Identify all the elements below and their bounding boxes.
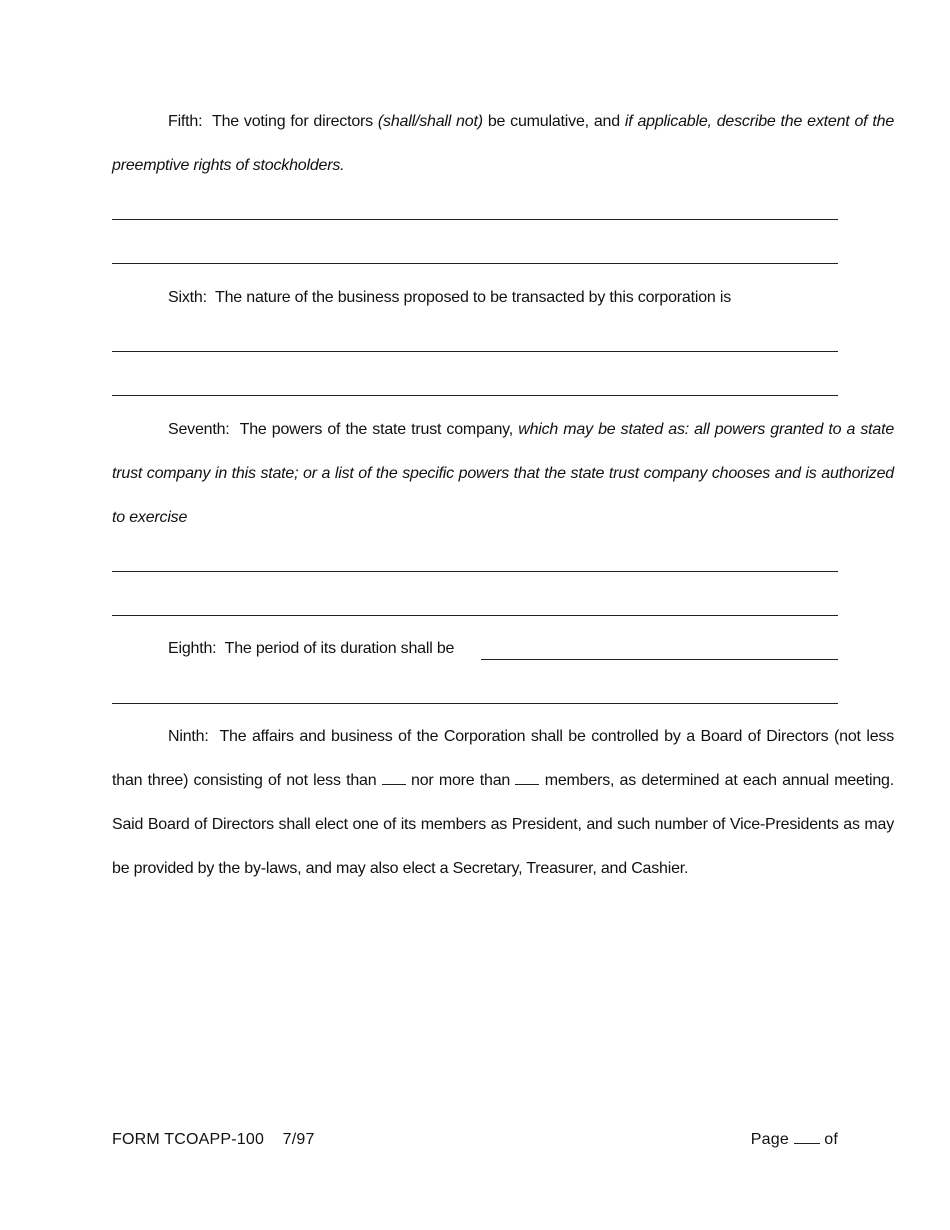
ninth-text-c: members, as determined at each annual meeting. Said Board of Directors shall elect one of its members as President, and such number of Vice-Presidents as may be provided by the by-laws, and may also elect a Secretary, Treasurer, and Cashier. <box>112 772 894 877</box>
seventh-answer-line-2[interactable] <box>112 615 838 616</box>
max-directors-blank[interactable] <box>515 770 539 785</box>
form-id: FORM TCOAPP-100 <box>112 1131 265 1148</box>
seventh-heading: Seventh: <box>168 421 230 438</box>
page-number-blank[interactable] <box>794 1129 820 1144</box>
eighth-text: The period of its duration shall be <box>224 640 455 657</box>
min-directors-blank[interactable] <box>382 770 406 785</box>
form-date: 7/97 <box>282 1131 315 1148</box>
sixth-answer-line-2[interactable] <box>112 395 838 396</box>
of-label: of <box>824 1131 838 1148</box>
fifth-italic-a: (shall/shall not) <box>377 113 483 130</box>
sixth-heading: Sixth: <box>168 289 207 306</box>
fifth-heading: Fifth: <box>168 113 203 130</box>
page-label: Page <box>750 1131 789 1148</box>
ninth-text-a: The affairs and business of the Corporation shall be controlled by a Board of Directors (not less than three) consisting of not less than <box>112 728 894 789</box>
ninth-text-b: nor more than <box>411 772 511 789</box>
seventh-text: The powers of the state trust company, <box>239 421 514 438</box>
seventh-italic: which may be stated as: all powers granted to a state trust company in this state; or a list of the specific powers that the state trust company chooses and is authorized to exercise <box>112 421 895 526</box>
eighth-heading: Eighth: <box>168 640 217 657</box>
footer-page-number <box>751 1128 838 1152</box>
sixth-text: The nature of the business proposed to be transacted by this corporation is <box>215 289 732 306</box>
ninth-heading: Ninth: <box>168 728 209 745</box>
paragraph-sixth <box>112 276 894 320</box>
fifth-italic-b: if applicable, describe the extent of the preemptive rights of stockholders. <box>112 113 895 174</box>
duration-input-line[interactable] <box>481 659 838 660</box>
seventh-answer-line-1[interactable] <box>112 571 838 572</box>
sixth-answer-line-1[interactable] <box>112 351 838 352</box>
paragraph-fifth <box>112 100 894 188</box>
eighth-answer-line-2[interactable] <box>112 703 838 704</box>
paragraph-seventh <box>112 408 894 540</box>
fifth-answer-line-1[interactable] <box>112 219 838 220</box>
paragraph-eighth <box>112 627 894 671</box>
footer-left <box>112 1128 315 1152</box>
paragraph-ninth <box>112 715 894 891</box>
fifth-text-a: The voting for directors <box>212 113 373 130</box>
fifth-text-b: be cumulative, and <box>487 113 620 130</box>
fifth-answer-line-2[interactable] <box>112 263 838 264</box>
